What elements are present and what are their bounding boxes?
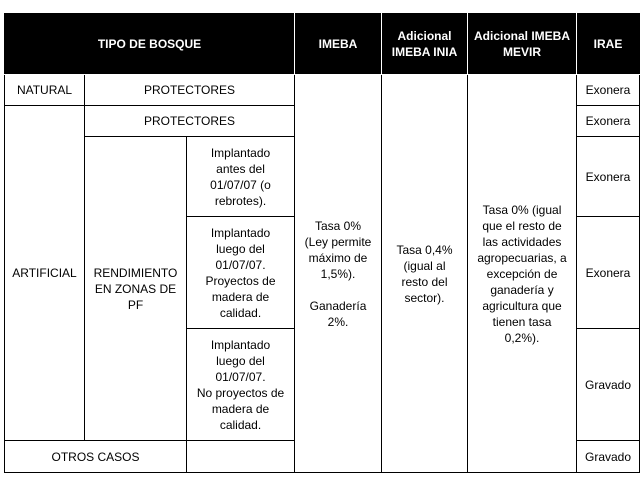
- header-row: [5, 14, 640, 75]
- cell-implantado-luego-no-calidad: Implantado luego del 01/07/07. No proyectos de madera de calidad.: [187, 329, 295, 441]
- cell-irae-protectores: Exonera: [577, 106, 640, 137]
- cell-inia-rate: Tasa 0,4% (igual al resto del sector).: [382, 75, 468, 473]
- cell-irae-luego-no-calidad: Gravado: [577, 329, 640, 441]
- cell-imeba-rate: Tasa 0% (Ley permite máximo de 1,5%). Ganadería 2%.: [295, 75, 382, 473]
- header-irae: IRAE: [577, 14, 640, 75]
- cell-artificial: ARTIFICIAL: [5, 106, 85, 441]
- cell-implantado-luego-calidad: Implantado luego del 01/07/07. Proyectos de madera de calidad.: [187, 217, 295, 329]
- cell-otros-empty: [187, 441, 295, 473]
- cell-otros-casos: OTROS CASOS: [5, 441, 187, 473]
- header-tipo-bosque: TIPO DE BOSQUE: [5, 14, 295, 75]
- cell-mevir-rate: Tasa 0% (igual que el resto de las actividades agropecuarias, a excepción de ganadería y agricultura que tienen tasa 0,2%).: [468, 75, 577, 473]
- cell-rendimiento: RENDIMIENTO EN ZONAS DE PF: [85, 137, 187, 441]
- header-imeba-mevir: Adicional IMEBA MEVIR: [468, 14, 577, 75]
- cell-irae-luego-calidad: Exonera: [577, 217, 640, 329]
- cell-artificial-protectores: PROTECTORES: [85, 106, 295, 137]
- cell-irae-antes: Exonera: [577, 137, 640, 217]
- cell-natural-protectores: PROTECTORES: [85, 75, 295, 106]
- forest-tax-table: [4, 13, 640, 473]
- header-imeba-inia: Adicional IMEBA INIA: [382, 14, 468, 75]
- header-imeba: IMEBA: [295, 14, 382, 75]
- cell-irae-natural: Exonera: [577, 75, 640, 106]
- cell-implantado-antes: Implantado antes del 01/07/07 (o rebrotes).: [187, 137, 295, 217]
- table-row: [5, 75, 640, 106]
- cell-natural: NATURAL: [5, 75, 85, 106]
- cell-irae-otros: Gravado: [577, 441, 640, 473]
- table-wrapper: [4, 13, 640, 473]
